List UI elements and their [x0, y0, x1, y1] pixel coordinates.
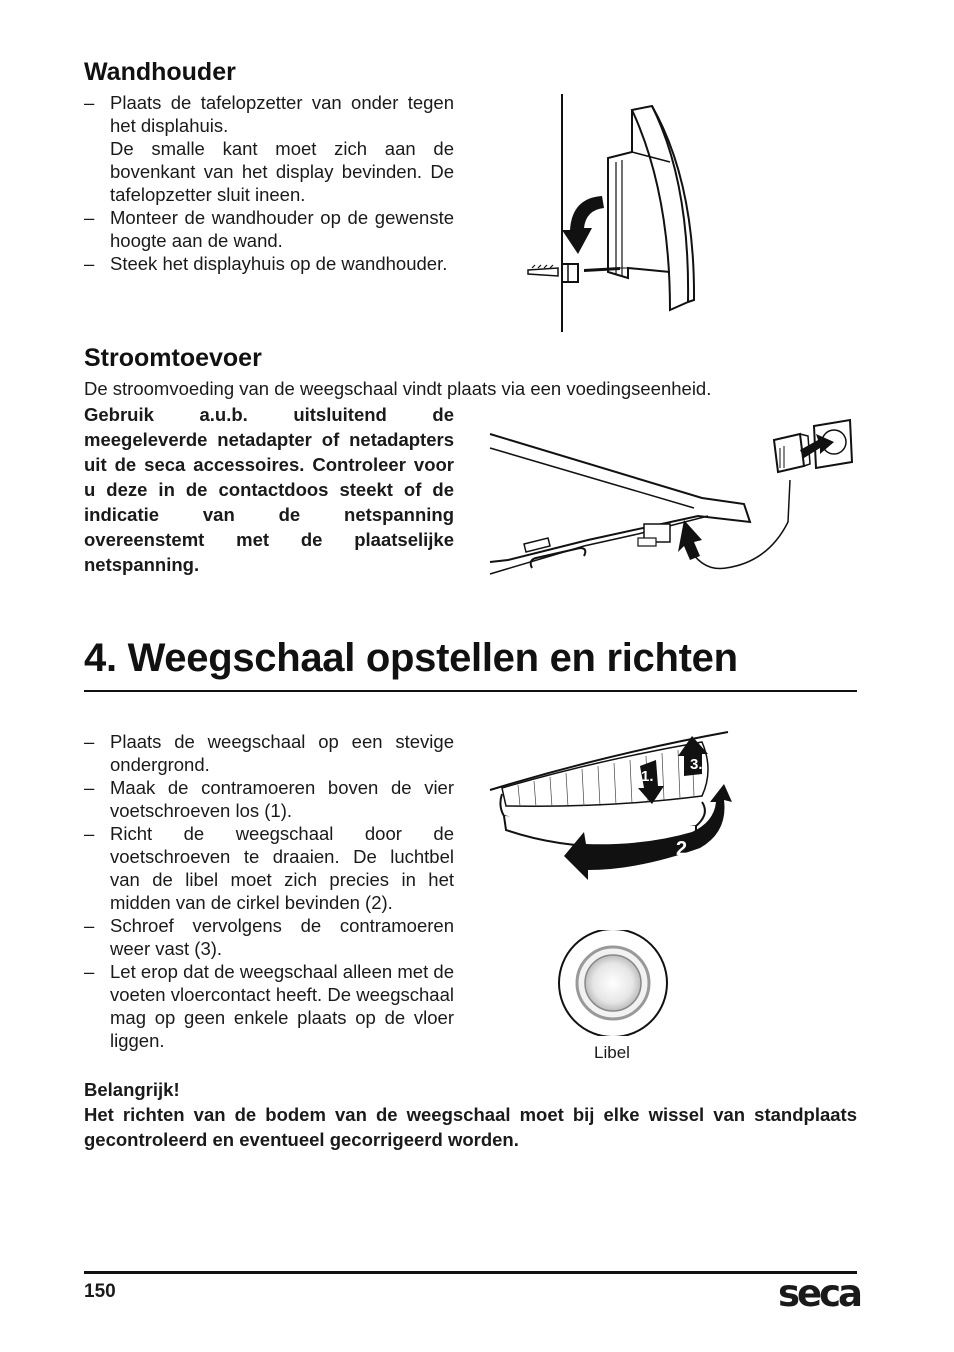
list-item: – Let erop dat de weegschaal alleen met de voeten vloercontact heeft. De weegschaal mag op geen enkele plaats op de vloer liggen.	[84, 961, 454, 1051]
seca-logo: seca	[778, 1272, 861, 1315]
footer-rule	[84, 1271, 857, 1274]
list-item-text: Richt de weegschaal door de voetschroeven te draaien. De luchtbel van de libel moet zich precies in het midden van de cirkel bevinden (2).	[110, 823, 454, 913]
list-item: – Plaats de tafelopzetter van onder tegen het displahuis. De smalle kant moet zich aan de bovenkant van het display bevinden. De tafelopzetter sluit ineen.	[84, 92, 454, 205]
list-item-text: Plaats de weegschaal op een stevige ondergrond.	[110, 731, 454, 775]
section-heading-stroomtoevoer: Stroomtoevoer	[84, 344, 262, 372]
foot-screw-illustration	[488, 730, 738, 886]
list-item: – Plaats de weegschaal op een stevige ondergrond.	[84, 731, 454, 775]
adapter-warning: Gebruik a.u.b. uitsluitend de meegeleverde netadapter of netadapters uit de seca accessoires. Controleer voor u deze in de contactdoos steekt of de indicatie van de netspanning overeenstemt met de plaatselijke netspanning.	[84, 404, 454, 575]
list-item: – Schroef vervolgens de contramoeren weer vast (3).	[84, 915, 454, 959]
power-adapter-illustration	[488, 412, 858, 584]
wall-mount-illustration	[520, 92, 710, 334]
list-item: – Steek het displayhuis op de wandhouder.	[84, 253, 448, 274]
stroomtoevoer-intro: De stroomvoeding van de weegschaal vindt plaats via een voedingseenheid.	[84, 378, 712, 399]
important-text: Het richten van de bodem van de weegschaal moet bij elke wissel van standplaats gecontroleerd en eventueel gecorrigeerd worden.	[84, 1104, 857, 1150]
list-item-text: Steek het displayhuis op de wandhouder.	[110, 253, 448, 274]
section-heading-wandhouder: Wandhouder	[84, 58, 236, 86]
step-label-3: 3.	[690, 756, 703, 773]
page-number: 150	[84, 1281, 116, 1302]
chapter-rule	[84, 690, 857, 692]
list-item-text: Plaats de tafelopzetter van onder tegen het displahuis.	[110, 92, 454, 136]
wandhouder-list	[84, 91, 454, 275]
important-label: Belangrijk!	[84, 1079, 180, 1100]
spirit-level-icon	[557, 930, 671, 1036]
list-item: – Richt de weegschaal door de voetschroeven te draaien. De luchtbel van de libel moet zich precies in het midden van de cirkel bevinden (2).	[84, 823, 454, 913]
list-item-subtext: De smalle kant moet zich aan de bovenkant van het display bevinden. De tafelopzetter sluit ineen.	[110, 138, 454, 205]
step-label-1: 1.	[641, 768, 654, 785]
step-label-2: 2.	[676, 838, 693, 860]
list-item-text: Let erop dat de weegschaal alleen met de voeten vloercontact heeft. De weegschaal mag op geen enkele plaats op de vloer liggen.	[110, 961, 454, 1051]
chapter-list	[84, 730, 454, 1052]
list-item-text: Schroef vervolgens de contramoeren weer vast (3).	[110, 915, 454, 959]
list-item-text: Monteer de wandhouder op de gewenste hoogte aan de wand.	[110, 207, 454, 251]
chapter-title: 4. Weegschaal opstellen en richten	[84, 636, 738, 680]
libel-caption: Libel	[594, 1043, 630, 1062]
list-item: – Monteer de wandhouder op de gewenste hoogte aan de wand.	[84, 207, 454, 251]
list-item-text: Maak de contramoeren boven de vier voetschroeven los (1).	[110, 777, 454, 821]
list-item: – Maak de contramoeren boven de vier voetschroeven los (1).	[84, 777, 454, 821]
